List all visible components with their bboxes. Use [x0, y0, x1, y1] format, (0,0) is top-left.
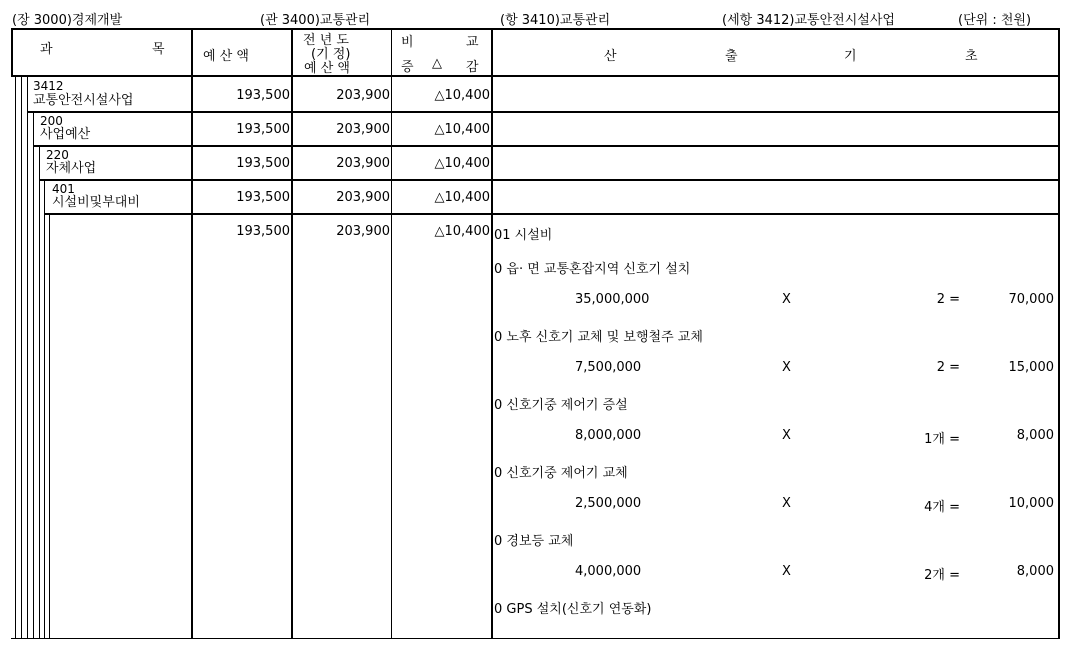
- row-prev: 203,900: [336, 122, 390, 137]
- basis-item-desc: 0 읍· 면 교통혼잡지역 신호기 설치: [494, 262, 691, 277]
- basis-item-qty: 4개 =: [924, 500, 960, 515]
- basis-item-x: X: [782, 428, 791, 443]
- col-basis-1: 산: [604, 49, 617, 64]
- row-name: 교통안전시설사업: [33, 93, 134, 108]
- row-name: 사업예산: [40, 127, 91, 142]
- row-sep-2: [33, 145, 1060, 147]
- basis-item-total: 70,000: [1008, 292, 1054, 307]
- row-name: 자체사업: [46, 161, 97, 176]
- hier-line-4: [33, 112, 34, 639]
- basis-item-desc: 0 신호기중 제어기 증설: [494, 398, 628, 413]
- hang-label: (항 3410)교통관리: [500, 13, 611, 28]
- basis-item-desc: 0 신호기중 제어기 교체: [494, 466, 628, 481]
- row-sep-3: [39, 179, 1060, 181]
- basis-item-price: 7,500,000: [575, 360, 642, 375]
- jang-label: (장 3000)경제개발: [12, 13, 123, 28]
- col-prev-1: 전 년 도: [303, 33, 349, 48]
- sehang-label: (세항 3412)교통안전시설사업: [722, 13, 895, 28]
- basis-item-x: X: [782, 360, 791, 375]
- col-cmp-3: 증: [401, 60, 414, 75]
- col-basis-3: 기: [844, 49, 857, 64]
- col-prev-2: (기 정): [311, 47, 351, 62]
- table-bottom-border: [11, 638, 1060, 639]
- table-top-border: [11, 28, 1060, 30]
- col-divider-1: [191, 28, 193, 639]
- row-diff: △10,400: [434, 122, 490, 137]
- basis-item-qty: 2 =: [936, 292, 960, 307]
- col-divider-3: [391, 28, 392, 639]
- unit-label: (단위 : 천원): [958, 13, 1032, 28]
- col-divider-2: [291, 28, 293, 639]
- basis-last-item: 0 GPS 설치(신호기 연동화): [494, 602, 652, 617]
- row-budget: 193,500: [236, 224, 290, 239]
- row-code: 220: [46, 148, 69, 162]
- basis-item-price: 35,000,000: [575, 292, 650, 307]
- hier-line-7: [49, 214, 50, 639]
- row-budget: 193,500: [236, 88, 290, 103]
- hier-line-3: [27, 76, 28, 639]
- col-cmp-4: △: [432, 56, 442, 71]
- row-diff: △10,400: [434, 224, 490, 239]
- row-prev: 203,900: [336, 224, 390, 239]
- basis-item-desc: 0 경보등 교체: [494, 534, 574, 549]
- row-budget: 193,500: [236, 122, 290, 137]
- basis-item-qty: 2 =: [936, 360, 960, 375]
- col-budget: 예 산 액: [203, 49, 249, 64]
- row-sep-1: [27, 111, 1060, 113]
- row-code: 3412: [33, 79, 64, 93]
- basis-item-qty: 2개 =: [924, 568, 960, 583]
- basis-title: 01 시설비: [494, 228, 553, 243]
- col-basis-2: 출: [725, 49, 738, 64]
- basis-item-x: X: [782, 496, 791, 511]
- left-border-header: [11, 28, 13, 76]
- basis-item-total: 8,000: [1016, 564, 1054, 579]
- row-prev: 203,900: [336, 156, 390, 171]
- col-gwamok-1: 과: [40, 42, 53, 57]
- hier-line-2: [21, 76, 22, 639]
- col-basis-4: 초: [965, 49, 978, 64]
- row-budget: 193,500: [236, 156, 290, 171]
- hier-line-5: [39, 146, 40, 639]
- row-prev: 203,900: [336, 88, 390, 103]
- row-budget: 193,500: [236, 190, 290, 205]
- row-diff: △10,400: [434, 190, 490, 205]
- basis-item-price: 4,000,000: [575, 564, 642, 579]
- col-cmp-2: 교: [466, 35, 479, 50]
- basis-item-qty: 1개 =: [924, 432, 960, 447]
- gwan-label: (관 3400)교통관리: [260, 13, 371, 28]
- col-cmp-5: 감: [466, 60, 479, 75]
- row-code: 200: [40, 114, 63, 128]
- basis-item-x: X: [782, 292, 791, 307]
- col-gwamok-2: 목: [152, 42, 165, 57]
- row-code: 401: [52, 182, 75, 196]
- col-prev-3: 예 산 액: [304, 61, 350, 76]
- hier-line-1: [15, 76, 16, 639]
- basis-item-total: 8,000: [1016, 428, 1054, 443]
- header-bottom-border: [11, 75, 1060, 77]
- right-border: [1058, 28, 1060, 639]
- basis-item-total: 10,000: [1008, 496, 1054, 511]
- row-name: 시설비및부대비: [52, 195, 140, 210]
- col-divider-4: [491, 28, 493, 639]
- col-cmp-1: 비: [401, 35, 414, 50]
- basis-item-price: 2,500,000: [575, 496, 642, 511]
- basis-item-total: 15,000: [1008, 360, 1054, 375]
- row-prev: 203,900: [336, 190, 390, 205]
- hier-line-6: [44, 180, 45, 639]
- basis-item-x: X: [782, 564, 791, 579]
- row-diff: △10,400: [434, 88, 490, 103]
- basis-item-desc: 0 노후 신호기 교체 및 보행철주 교체: [494, 330, 703, 345]
- row-sep-4: [44, 213, 1060, 215]
- row-diff: △10,400: [434, 156, 490, 171]
- basis-item-price: 8,000,000: [575, 428, 642, 443]
